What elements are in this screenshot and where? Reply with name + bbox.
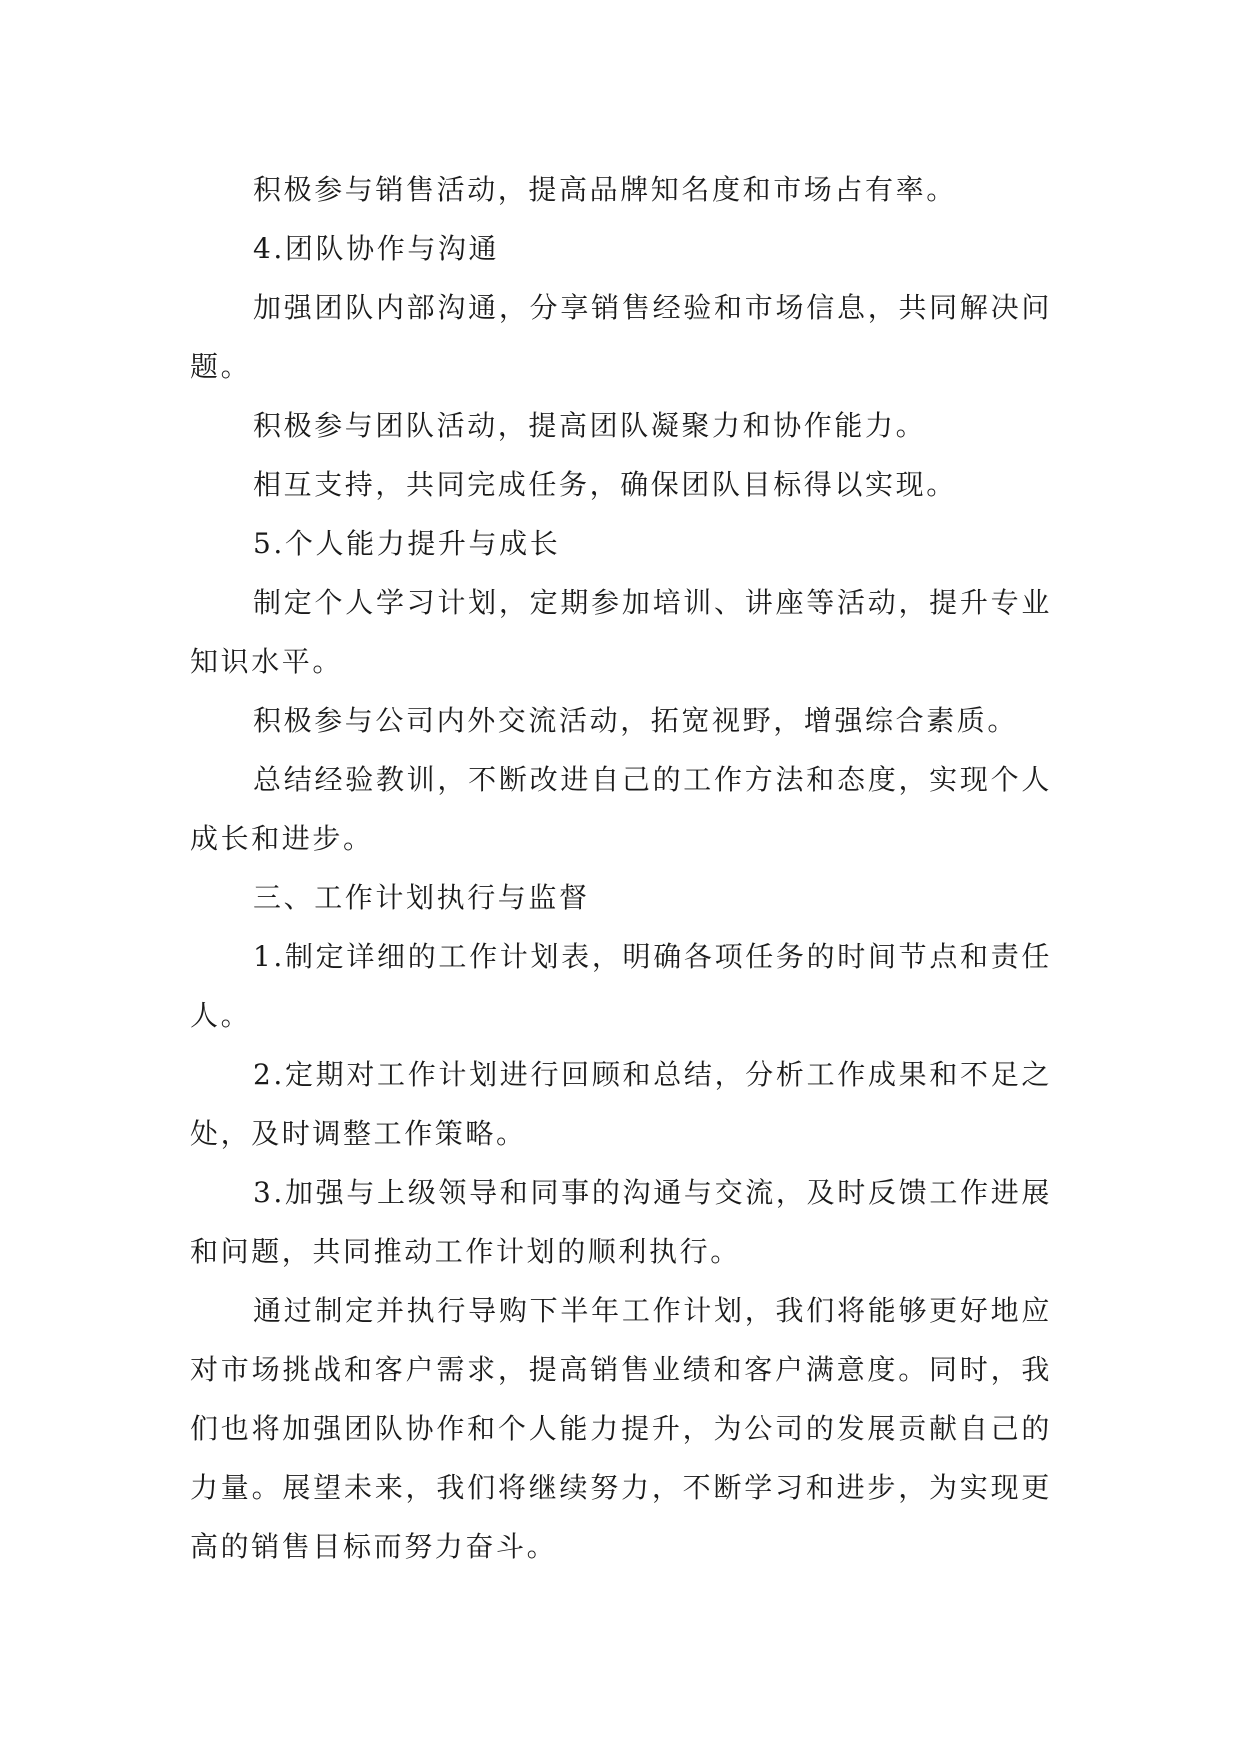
closing-paragraph: 通过制定并执行导购下半年工作计划，我们将能够更好地应对市场挑战和客户需求，提高销售业绩和客户满意度。同时，我们也将加强团队协作和个人能力提升，为公司的发展贡献自己的力量。展望未来，我们将继续努力，不断学习和进步，为实现更高的销售目标而努力奋斗。 — [190, 1294, 1052, 1563]
paragraph: 积极参与公司内外交流活动，拓宽视野，增强综合素质。 — [253, 704, 1019, 737]
paragraph: 总结经验教训，不断改进自己的工作方法和态度，实现个人成长和进步。 — [190, 763, 1052, 855]
section-heading: 5.个人能力提升与成长 — [253, 527, 561, 560]
paragraph: 相互支持，共同完成任务，确保团队目标得以实现。 — [253, 468, 957, 501]
paragraph: 2.定期对工作计划进行回顾和总结，分析工作成果和不足之处，及时调整工作策略。 — [190, 1058, 1052, 1150]
paragraph: 1.制定详细的工作计划表，明确各项任务的时间节点和责任人。 — [190, 940, 1052, 1032]
section-heading: 4.团队协作与沟通 — [253, 232, 500, 265]
paragraph: 加强团队内部沟通，分享销售经验和市场信息，共同解决问题。 — [190, 291, 1052, 383]
document-body — [190, 160, 1052, 1576]
paragraph: 3.加强与上级领导和同事的沟通与交流，及时反馈工作进展和问题，共同推动工作计划的顺利执行。 — [190, 1176, 1052, 1268]
section-heading: 三、工作计划执行与监督 — [253, 881, 590, 914]
paragraph: 制定个人学习计划，定期参加培训、讲座等活动，提升专业知识水平。 — [190, 586, 1052, 678]
paragraph: 积极参与销售活动，提高品牌知名度和市场占有率。 — [253, 173, 957, 206]
paragraph: 积极参与团队活动，提高团队凝聚力和协作能力。 — [253, 409, 927, 442]
